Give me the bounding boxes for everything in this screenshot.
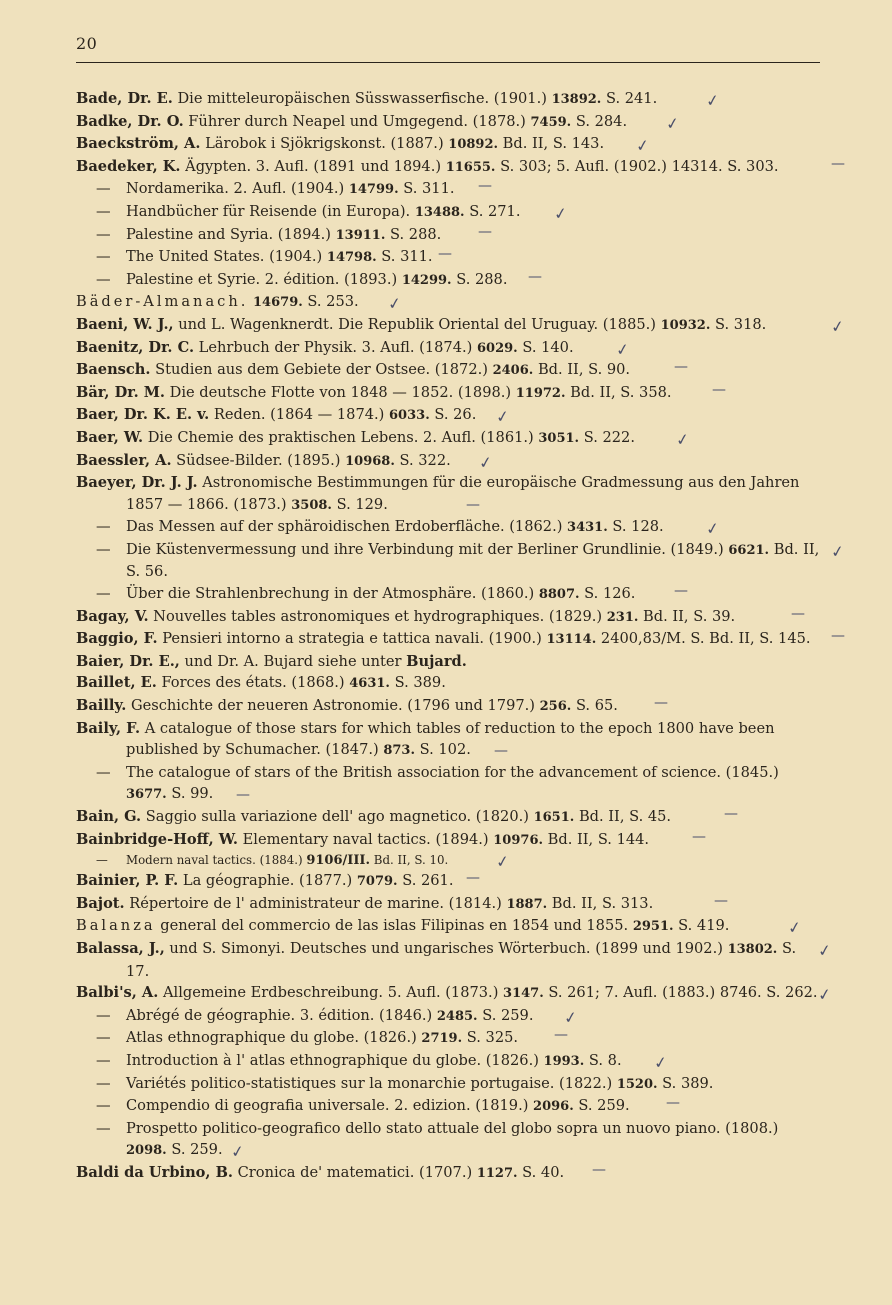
sub-entry (76, 269, 822, 292)
entry-text: Compendio di geografia universale. 2. edizion. (1819.) (126, 1097, 534, 1115)
pencil-dash-icon: — (438, 246, 452, 263)
sub-entry (76, 1027, 822, 1050)
catalog-number: 9106/III. (306, 853, 371, 869)
entry-page-ref: Bd. II, S. 313. (547, 894, 654, 912)
entry-text: Pensieri intorno a strategia e tattica navali. (1900.) (157, 630, 547, 648)
entry-text: Lärobok i Sjökrigskonst. (1887.) (200, 135, 449, 153)
catalog-number: 1887. (506, 896, 548, 912)
sub-entry (76, 1095, 822, 1118)
entry-page-ref: S. 17. (126, 939, 797, 980)
sub-entry (76, 1118, 822, 1162)
entry-author: Baensch. (76, 361, 151, 379)
entry-text: und L. Wagenknerdt. Die Republik Oriental del Uruguay. (1885.) (173, 315, 661, 333)
check-mark-icon: ✓ (652, 1052, 669, 1073)
ditto-dash: — (96, 225, 111, 243)
entry-page-ref: S. 65. (571, 697, 618, 715)
ditto-dash: — (96, 270, 111, 288)
index-entry (76, 427, 822, 450)
entry-page-ref: S. 129. (331, 495, 388, 513)
entry-text: Die deutsche Flotte von 1848 — 1852. (1898.) (164, 383, 516, 401)
entry-text: Allgemeine Erdbeschreibung. 5. Aufl. (1873.) (158, 984, 504, 1002)
entry-author: Bade, Dr. E. (76, 90, 173, 107)
catalog-number: 14799. (348, 182, 399, 198)
catalog-number: 10968. (345, 453, 395, 469)
ditto-dash: — (96, 1006, 111, 1024)
check-mark-icon: ✓ (229, 1140, 246, 1162)
sub-entry (76, 224, 822, 247)
catalog-number: 1993. (543, 1053, 585, 1069)
check-mark-icon: ✓ (552, 203, 569, 224)
entry-author: Baenitz, Dr. C. (76, 338, 195, 356)
entry-author: Baillet, E. (76, 674, 157, 692)
entry-text: Forces des états. (1868.) (156, 674, 350, 692)
ditto-dash: — (96, 1074, 111, 1092)
sub-entry (76, 583, 822, 606)
entry-page-ref: S. 318. (710, 315, 767, 333)
check-mark-icon: ✓ (816, 940, 833, 961)
entry-text: Über die Strahlenbrechung in der Atmosphäre. (1860.) (126, 585, 539, 603)
entry-text: Nordamerika. 2. Aufl. (1904.) (126, 180, 349, 198)
pencil-dash-icon: — (692, 828, 706, 845)
pencil-dash-icon: — (236, 786, 250, 803)
index-entry (76, 88, 822, 111)
check-mark-icon: ✓ (477, 451, 494, 473)
sub-entry (76, 516, 822, 539)
index-entry (76, 382, 822, 405)
index-entry (76, 450, 822, 473)
entry-text: Führer durch Neapel und Umgegend. (1878.) (183, 112, 531, 130)
entry-page-ref: S. 288. (385, 225, 442, 243)
index-entry (76, 291, 822, 314)
entry-page-ref: S. 259. (477, 1006, 534, 1024)
entry-text: Palestine et Syrie. 2. édition. (1893.) (126, 270, 402, 288)
entry-text: Atlas ethnographique du globe. (1826.) (126, 1029, 422, 1047)
catalog-number: 14679. (253, 295, 303, 311)
ditto-dash: — (96, 853, 108, 868)
pencil-dash-icon: — (674, 583, 688, 600)
entry-text: Die mitteleuropäischen Süsswasserfische. (1901.) (172, 90, 552, 107)
ditto-dash: — (96, 1097, 111, 1115)
pencil-dash-icon: — (724, 806, 738, 822)
entry-text: Variétés politico-statistiques sur la monarchie portugaise. (1822.) (126, 1074, 617, 1092)
catalog-number: 8807. (538, 587, 580, 603)
catalog-number: 10932. (660, 317, 711, 333)
pencil-dash-icon: — (494, 742, 508, 759)
entry-text: Répertoire de l' administrateur de marine. (1814.) (124, 894, 507, 912)
entry-page-ref: Bd. II, S. 143. (498, 135, 605, 153)
index-entry (76, 651, 822, 673)
entry-page-ref: S. 303; 5. Aufl. (1902.) 14314. S. 303. (495, 157, 779, 175)
entry-text: Astronomische Bestimmungen für die europäische Gradmessung aus den Jahren 1857 — 1866. (1873.) (126, 474, 800, 513)
index-entry (76, 806, 822, 829)
ditto-dash: — (96, 518, 111, 536)
entry-page-ref: Bd. II, S. 10. (370, 853, 449, 868)
entry-author: Bagay, V. (76, 607, 149, 625)
entry-page-ref: 2400,83/M. S. Bd. II, S. 145. (596, 630, 811, 648)
ditto-dash: — (96, 540, 111, 558)
catalog-number: 14798. (326, 250, 377, 266)
catalog-number: 2719. (421, 1031, 463, 1047)
entry-page-ref: S. 102. (415, 741, 471, 759)
catalog-number: 7459. (530, 114, 572, 130)
entry-text: La géographie. (1877.) (178, 872, 357, 890)
index-entry (76, 1162, 822, 1185)
pencil-dash-icon: — (712, 381, 726, 398)
catalog-number: 14299. (401, 272, 452, 288)
catalog-number: 10976. (493, 832, 544, 848)
check-mark-icon: ✓ (704, 90, 721, 111)
catalog-number: 3677. (126, 787, 167, 803)
entry-text: The United States. (1904.) (126, 248, 327, 266)
ditto-dash: — (96, 180, 111, 198)
check-mark-icon: ✓ (494, 406, 511, 428)
entry-page-ref: Bd. II, S. 358. (565, 383, 672, 401)
ditto-dash: — (96, 1051, 111, 1069)
entry-text: und S. Simonyi. Deutsches und ungarisches Wörterbuch. (1899 und 1902.) (164, 939, 728, 957)
index-entry (76, 472, 822, 516)
sub-entry (76, 539, 846, 583)
entry-text: Reden. (1864 — 1874.) (209, 406, 390, 424)
entry-text: The catalogue of stars of the British association for the advancement of science. (1845.) (126, 763, 779, 781)
catalog-number: 3431. (567, 520, 608, 536)
index-entry (76, 404, 822, 427)
pencil-dash-icon: — (466, 497, 480, 514)
index-entry (76, 672, 822, 695)
entry-page-ref: Bd. II, S. 144. (543, 830, 650, 848)
pencil-dash-icon: — (528, 268, 542, 285)
ditto-dash: — (96, 1119, 111, 1137)
check-mark-icon: ✓ (634, 135, 651, 157)
index-entry (76, 359, 822, 382)
entry-author: Bain, G. (76, 808, 142, 825)
entry-page-ref: S. 419. (673, 917, 730, 935)
catalog-number: 11655. (445, 159, 496, 175)
entry-author: Bajot. (76, 894, 125, 912)
check-mark-icon: ✓ (786, 917, 803, 939)
entry-page-ref: S. 389. (389, 674, 446, 692)
entry-text: Das Messen auf der sphäroidischen Erdoberfläche. (1862.) (126, 518, 568, 536)
check-mark-icon: ✓ (816, 984, 833, 1005)
entry-author: Baedeker, K. (76, 157, 181, 175)
entry-title-spaced: Bäder-Almanach. (76, 293, 249, 311)
entry-page-ref: S. 241. (601, 90, 658, 107)
entry-text: Ägypten. 3. Aufl. (1891 und 1894.) (180, 157, 446, 175)
entry-page-ref: S. 288. (451, 270, 508, 288)
entry-page-ref: Bd. II, S. 56. (126, 540, 820, 581)
catalog-number: 1127. (476, 1165, 518, 1181)
catalog-number: 873. (383, 743, 415, 759)
catalog-number: 3051. (538, 430, 580, 446)
entry-text: Palestine and Syria. (1894.) (126, 225, 336, 243)
entry-page-ref: S. 261. (397, 872, 454, 890)
pencil-dash-icon: — (478, 223, 492, 240)
catalog-number: 13911. (335, 227, 386, 243)
sub-entry (76, 851, 822, 873)
index-entry (76, 155, 845, 179)
catalog-number: 1520. (616, 1076, 658, 1092)
entry-author: Baldi da Urbino, B. (76, 1163, 233, 1181)
entry-text: Elementary naval tactics. (1894.) (238, 830, 494, 848)
index-entry (76, 695, 822, 718)
index-entry (76, 133, 822, 156)
ditto-dash: — (96, 248, 111, 266)
index-entry (76, 829, 822, 852)
index-entry (76, 718, 822, 762)
entry-author: Bainier, P. F. (76, 872, 179, 890)
sub-entry (76, 178, 822, 201)
ditto-dash: — (96, 1029, 111, 1047)
entry-page-ref: S. 8. (584, 1051, 622, 1069)
sub-entry (76, 762, 822, 806)
check-mark-icon: ✓ (704, 518, 721, 540)
index-entry (76, 938, 833, 982)
entry-title-spaced: Balanza (76, 917, 156, 935)
sub-entry (76, 201, 822, 224)
sub-entry (76, 1073, 822, 1096)
check-mark-icon: ✓ (664, 112, 681, 134)
catalog-number: 1651. (533, 810, 575, 825)
sub-entry (76, 1005, 822, 1028)
index-entry (76, 628, 845, 651)
entry-author: Balbi's, A. (76, 984, 159, 1002)
entry-author: Baeyer, Dr. J. J. (76, 474, 198, 492)
catalog-number: 231. (606, 609, 639, 625)
entry-text: Südsee-Bilder. (1895.) (171, 451, 346, 469)
entry-text: Geschichte der neueren Astronomie. (1796 und 1797.) (126, 697, 540, 715)
entry-text: Cronica de' matematici. (1707.) (233, 1163, 477, 1181)
entry-text: general del commercio de las islas Filipinas en 1854 und 1855. (155, 917, 633, 935)
entry-text: Modern naval tactics. (1884.) (126, 853, 307, 868)
entry-author: Bainbridge-Hoff, W. (76, 830, 238, 848)
catalog-number: 3508. (291, 497, 332, 513)
sub-entry (76, 246, 822, 269)
catalog-number: 2096. (533, 1099, 574, 1115)
entry-author: Baeni, W. J., (76, 315, 174, 333)
entry-page-ref: S. 311. (398, 180, 455, 198)
header-rule (76, 62, 820, 63)
entry-page-ref: Bd. II, S. 90. (533, 361, 631, 379)
entry-page-ref: Bujard. (406, 652, 467, 670)
page-number: 20 (76, 34, 98, 53)
entry-page-ref: Bd. II, S. 39. (638, 607, 736, 625)
entry-author: Bailly. (76, 697, 127, 715)
index-entry (76, 915, 822, 938)
entry-text: und Dr. A. Bujard siehe unter (179, 652, 407, 670)
entry-author: Baessler, A. (76, 451, 172, 469)
catalog-number: 6033. (389, 408, 430, 424)
entry-page-ref: S. 271. (464, 202, 521, 220)
entry-page-ref: S. 253. (302, 293, 359, 311)
index-entry (76, 111, 822, 134)
entry-text: Studien aus dem Gebiete der Ostsee. (1872.) (150, 361, 493, 379)
pencil-dash-icon: — (554, 1027, 568, 1044)
catalog-number: 11972. (515, 385, 566, 401)
entry-page-ref: S. 389. (657, 1074, 714, 1092)
sub-entry (76, 1050, 822, 1073)
pencil-dash-icon: — (791, 605, 805, 622)
entry-author: Bär, Dr. M. (76, 383, 165, 401)
catalog-number: 3147. (503, 986, 544, 1002)
entry-page-ref: Bd. II, S. 45. (574, 808, 672, 825)
pencil-dash-icon: — (674, 359, 688, 376)
check-mark-icon: ✓ (386, 293, 403, 315)
check-mark-icon: ✓ (829, 541, 846, 562)
check-mark-icon: ✓ (614, 338, 631, 360)
pencil-dash-icon: — (654, 695, 668, 712)
pencil-dash-icon: — (592, 1161, 606, 1178)
entry-text: Abrégé de géographie. 3. édition. (1846.) (126, 1006, 437, 1024)
entry-page-ref: S. 99. (166, 785, 214, 803)
catalog-number: 4631. (349, 676, 390, 692)
entry-text: Introduction à l' atlas ethnographique du globe. (1826.) (126, 1051, 544, 1069)
catalog-number: 2485. (436, 1008, 478, 1024)
entry-author: Badke, Dr. O. (76, 112, 184, 130)
entry-page-ref: S. 128. (607, 518, 664, 536)
entry-author: Baier, Dr. E., (76, 652, 180, 670)
index-entry (76, 893, 822, 916)
entry-page-ref: S. 40. (517, 1163, 565, 1181)
catalog-number: 13892. (551, 92, 602, 107)
entry-page-ref: S. 126. (579, 585, 636, 603)
pencil-dash-icon: — (466, 870, 480, 887)
entry-author: Balassa, J., (76, 939, 165, 957)
catalog-number: 6621. (728, 542, 770, 558)
index-entry (76, 337, 822, 360)
check-mark-icon: ✓ (562, 1006, 579, 1028)
entry-text: Handbücher für Reisende (in Europa). (126, 202, 415, 220)
entry-page-ref: S. 311. (376, 248, 433, 266)
pencil-dash-icon: — (831, 155, 845, 172)
index-entry (76, 314, 846, 337)
catalog-number: 13488. (414, 204, 465, 220)
entry-author: Baer, Dr. K. E. v. (76, 406, 210, 424)
entry-author: Baggio, F. (76, 630, 158, 648)
pencil-dash-icon: — (666, 1095, 680, 1112)
pencil-dash-icon: — (831, 628, 845, 645)
index-entry (76, 606, 822, 629)
ditto-dash: — (96, 202, 111, 220)
entry-text: Die Chemie des praktischen Lebens. 2. Aufl. (1861.) (143, 428, 539, 446)
catalog-number: 6029. (476, 340, 518, 356)
entry-page-ref: S. 26. (429, 406, 477, 424)
entry-page-ref: S. 259. (166, 1141, 223, 1159)
catalog-number: 2951. (632, 919, 674, 935)
index-entry (76, 982, 833, 1005)
catalog-number: 13802. (727, 941, 778, 957)
ditto-dash: — (96, 585, 111, 603)
entry-page-ref: S. 284. (571, 112, 628, 130)
entry-text: Saggio sulla variazione dell' ago magnetico. (1820.) (141, 808, 534, 825)
pencil-dash-icon: — (478, 178, 492, 195)
catalog-number: 7079. (356, 874, 398, 890)
index-entries (76, 88, 846, 1185)
entry-page-ref: S. 261; 7. Aufl. (1883.) 8746. S. 262. (543, 984, 818, 1002)
entry-page-ref: S. 259. (573, 1097, 630, 1115)
entry-text: Prospetto politico-geografico dello stato attuale del globo sopra un nuovo piano. (1808.) (126, 1119, 779, 1137)
entry-text: Lehrbuch der Physik. 3. Aufl. (1874.) (194, 338, 477, 356)
entry-author: Baeckström, A. (76, 135, 201, 153)
entry-page-ref: S. 325. (462, 1029, 519, 1047)
entry-author: Baer, W. (76, 428, 144, 446)
catalog-number: 2098. (126, 1143, 167, 1159)
index-entry (76, 870, 822, 893)
entry-page-ref: S. 222. (579, 428, 635, 446)
entry-text: Nouvelles tables astronomiques et hydrographiques. (1829.) (148, 607, 607, 625)
entry-text: Die Küstenvermessung und ihre Verbindung mit der Berliner Grundlinie. (1849.) (126, 540, 729, 558)
entry-page-ref: S. 322. (394, 451, 451, 469)
catalog-number: 2406. (492, 363, 534, 379)
catalog-number: 256. (539, 699, 572, 715)
check-mark-icon: ✓ (494, 851, 511, 873)
entry-author: Baily, F. (76, 719, 141, 737)
ditto-dash: — (96, 763, 111, 781)
check-mark-icon: ✓ (674, 429, 691, 450)
entry-text: A catalogue of those stars for which tables of reduction to the epoch 1800 have been published by Schumacher. (1847.) (126, 719, 775, 759)
entry-page-ref: S. 140. (517, 338, 574, 356)
check-mark-icon: ✓ (829, 316, 846, 337)
pencil-dash-icon: — (714, 892, 728, 909)
catalog-number: 10892. (448, 137, 499, 153)
catalog-number: 13114. (546, 632, 597, 648)
